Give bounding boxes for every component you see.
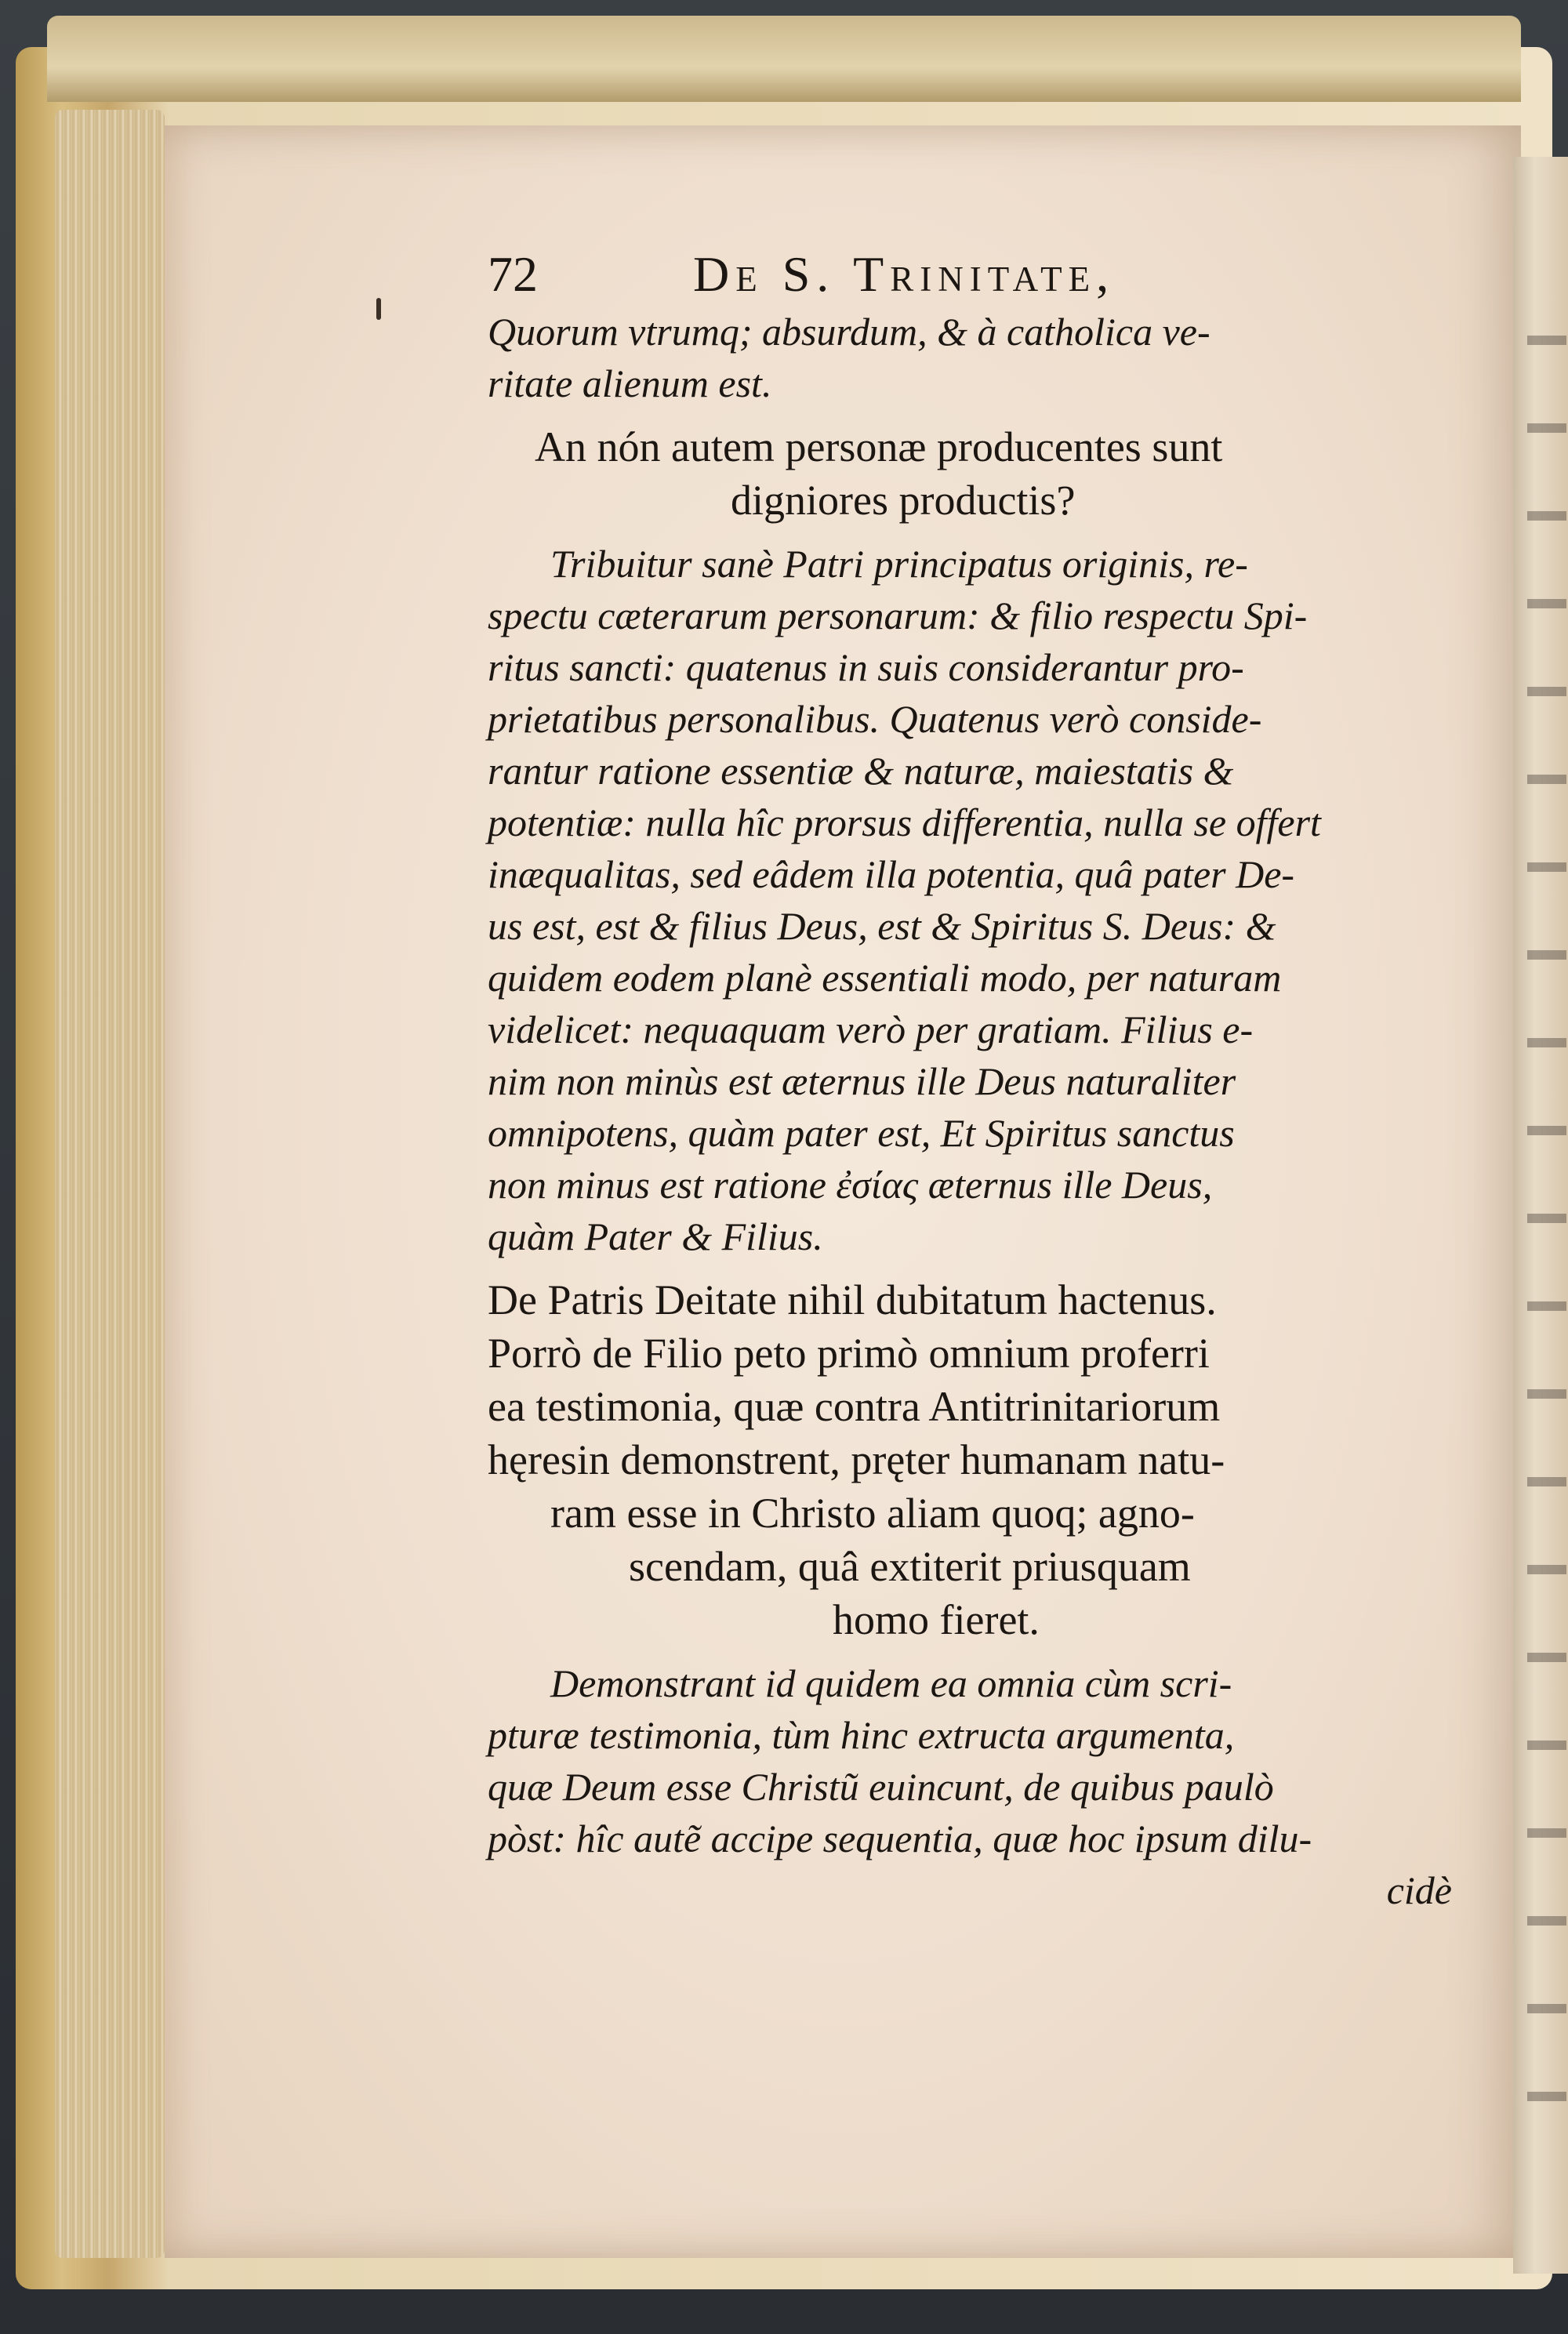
text-line: spectu cæterarum personarum: & filio respectu Spi- bbox=[488, 593, 1308, 637]
book-top-edge bbox=[47, 16, 1521, 102]
text-line: pòst: hîc autẽ accipe sequentia, quæ hoc ipsum dilu- bbox=[488, 1817, 1312, 1860]
text-line: ritate alienum est. bbox=[488, 361, 772, 405]
question-1 bbox=[488, 420, 1452, 527]
question-line: An nón autem personæ producentes sunt bbox=[535, 423, 1223, 470]
question-line: hęresin demonstrent, pręter humanam natu- bbox=[488, 1436, 1225, 1483]
text-line: Quorum vtrumq; absurdum, & à catholica ve- bbox=[488, 310, 1210, 354]
text-line: prietatibus personalibus. Quatenus verò conside- bbox=[488, 697, 1262, 741]
question-line: ram esse in Christo aliam quoq; agno- bbox=[550, 1490, 1195, 1537]
question-line: homo fieret. bbox=[833, 1596, 1040, 1643]
catchword: cidè bbox=[1386, 1868, 1452, 1912]
text-block bbox=[488, 243, 1452, 1916]
running-head bbox=[488, 243, 1452, 306]
text-line: Demonstrant id quidem ea omnia cùm scri- bbox=[550, 1661, 1232, 1705]
page-edges bbox=[55, 110, 165, 2258]
text-line: quidem eodem planè essentiali modo, per naturam bbox=[488, 956, 1282, 1000]
text-line: non minus est ratione ἐσίας æternus ille Deus, bbox=[488, 1163, 1213, 1207]
text-line: videlicet: nequaquam verò per gratiam. Filius e- bbox=[488, 1007, 1254, 1051]
text-line: us est, est & filius Deus, est & Spiritus S. Deus: & bbox=[488, 904, 1276, 948]
text-line: rantur ratione essentiæ & naturæ, maiestatis & bbox=[488, 749, 1234, 793]
margin-mark bbox=[376, 298, 381, 320]
question-2 bbox=[488, 1273, 1452, 1646]
text-line: nim non minùs est æternus ille Deus naturaliter bbox=[488, 1059, 1236, 1103]
text-line: pturæ testimonia, tùm hinc extructa argumenta, bbox=[488, 1713, 1235, 1757]
answer-1 bbox=[488, 538, 1452, 1262]
question-line: scendam, quâ extiterit priusquam bbox=[629, 1543, 1191, 1590]
question-line: Porrò de Filio peto primò omnium proferri bbox=[488, 1330, 1210, 1377]
text-line: quæ Deum esse Christũ euincunt, de quibus paulò bbox=[488, 1765, 1274, 1809]
running-title: De S. Trinitate, bbox=[693, 246, 1116, 302]
question-line: De Patris Deitate nihil dubitatum hactenus. bbox=[488, 1276, 1217, 1323]
question-line: digniores productis? bbox=[731, 477, 1076, 524]
answer-2 bbox=[488, 1657, 1452, 1916]
question-line: ea testimonia, quæ contra Antitrinitariorum bbox=[488, 1383, 1221, 1430]
page-number: 72 bbox=[488, 246, 538, 302]
text-line: omnipotens, quàm pater est, Et Spiritus sanctus bbox=[488, 1111, 1235, 1155]
text-line: inæqualitas, sed eâdem illa potentia, quâ pater De- bbox=[488, 852, 1295, 896]
text-line: quàm Pater & Filius. bbox=[488, 1214, 823, 1258]
text-line: Tribuitur sanè Patri principatus originis, re- bbox=[550, 542, 1248, 586]
facing-page-text-shadow bbox=[1527, 298, 1566, 2180]
text-line: ritus sancti: quatenus in suis considerantur pro- bbox=[488, 645, 1244, 689]
text-line: potentiæ: nulla hîc prorsus differentia, nulla se offert bbox=[488, 800, 1321, 844]
paragraph-1 bbox=[488, 306, 1452, 409]
